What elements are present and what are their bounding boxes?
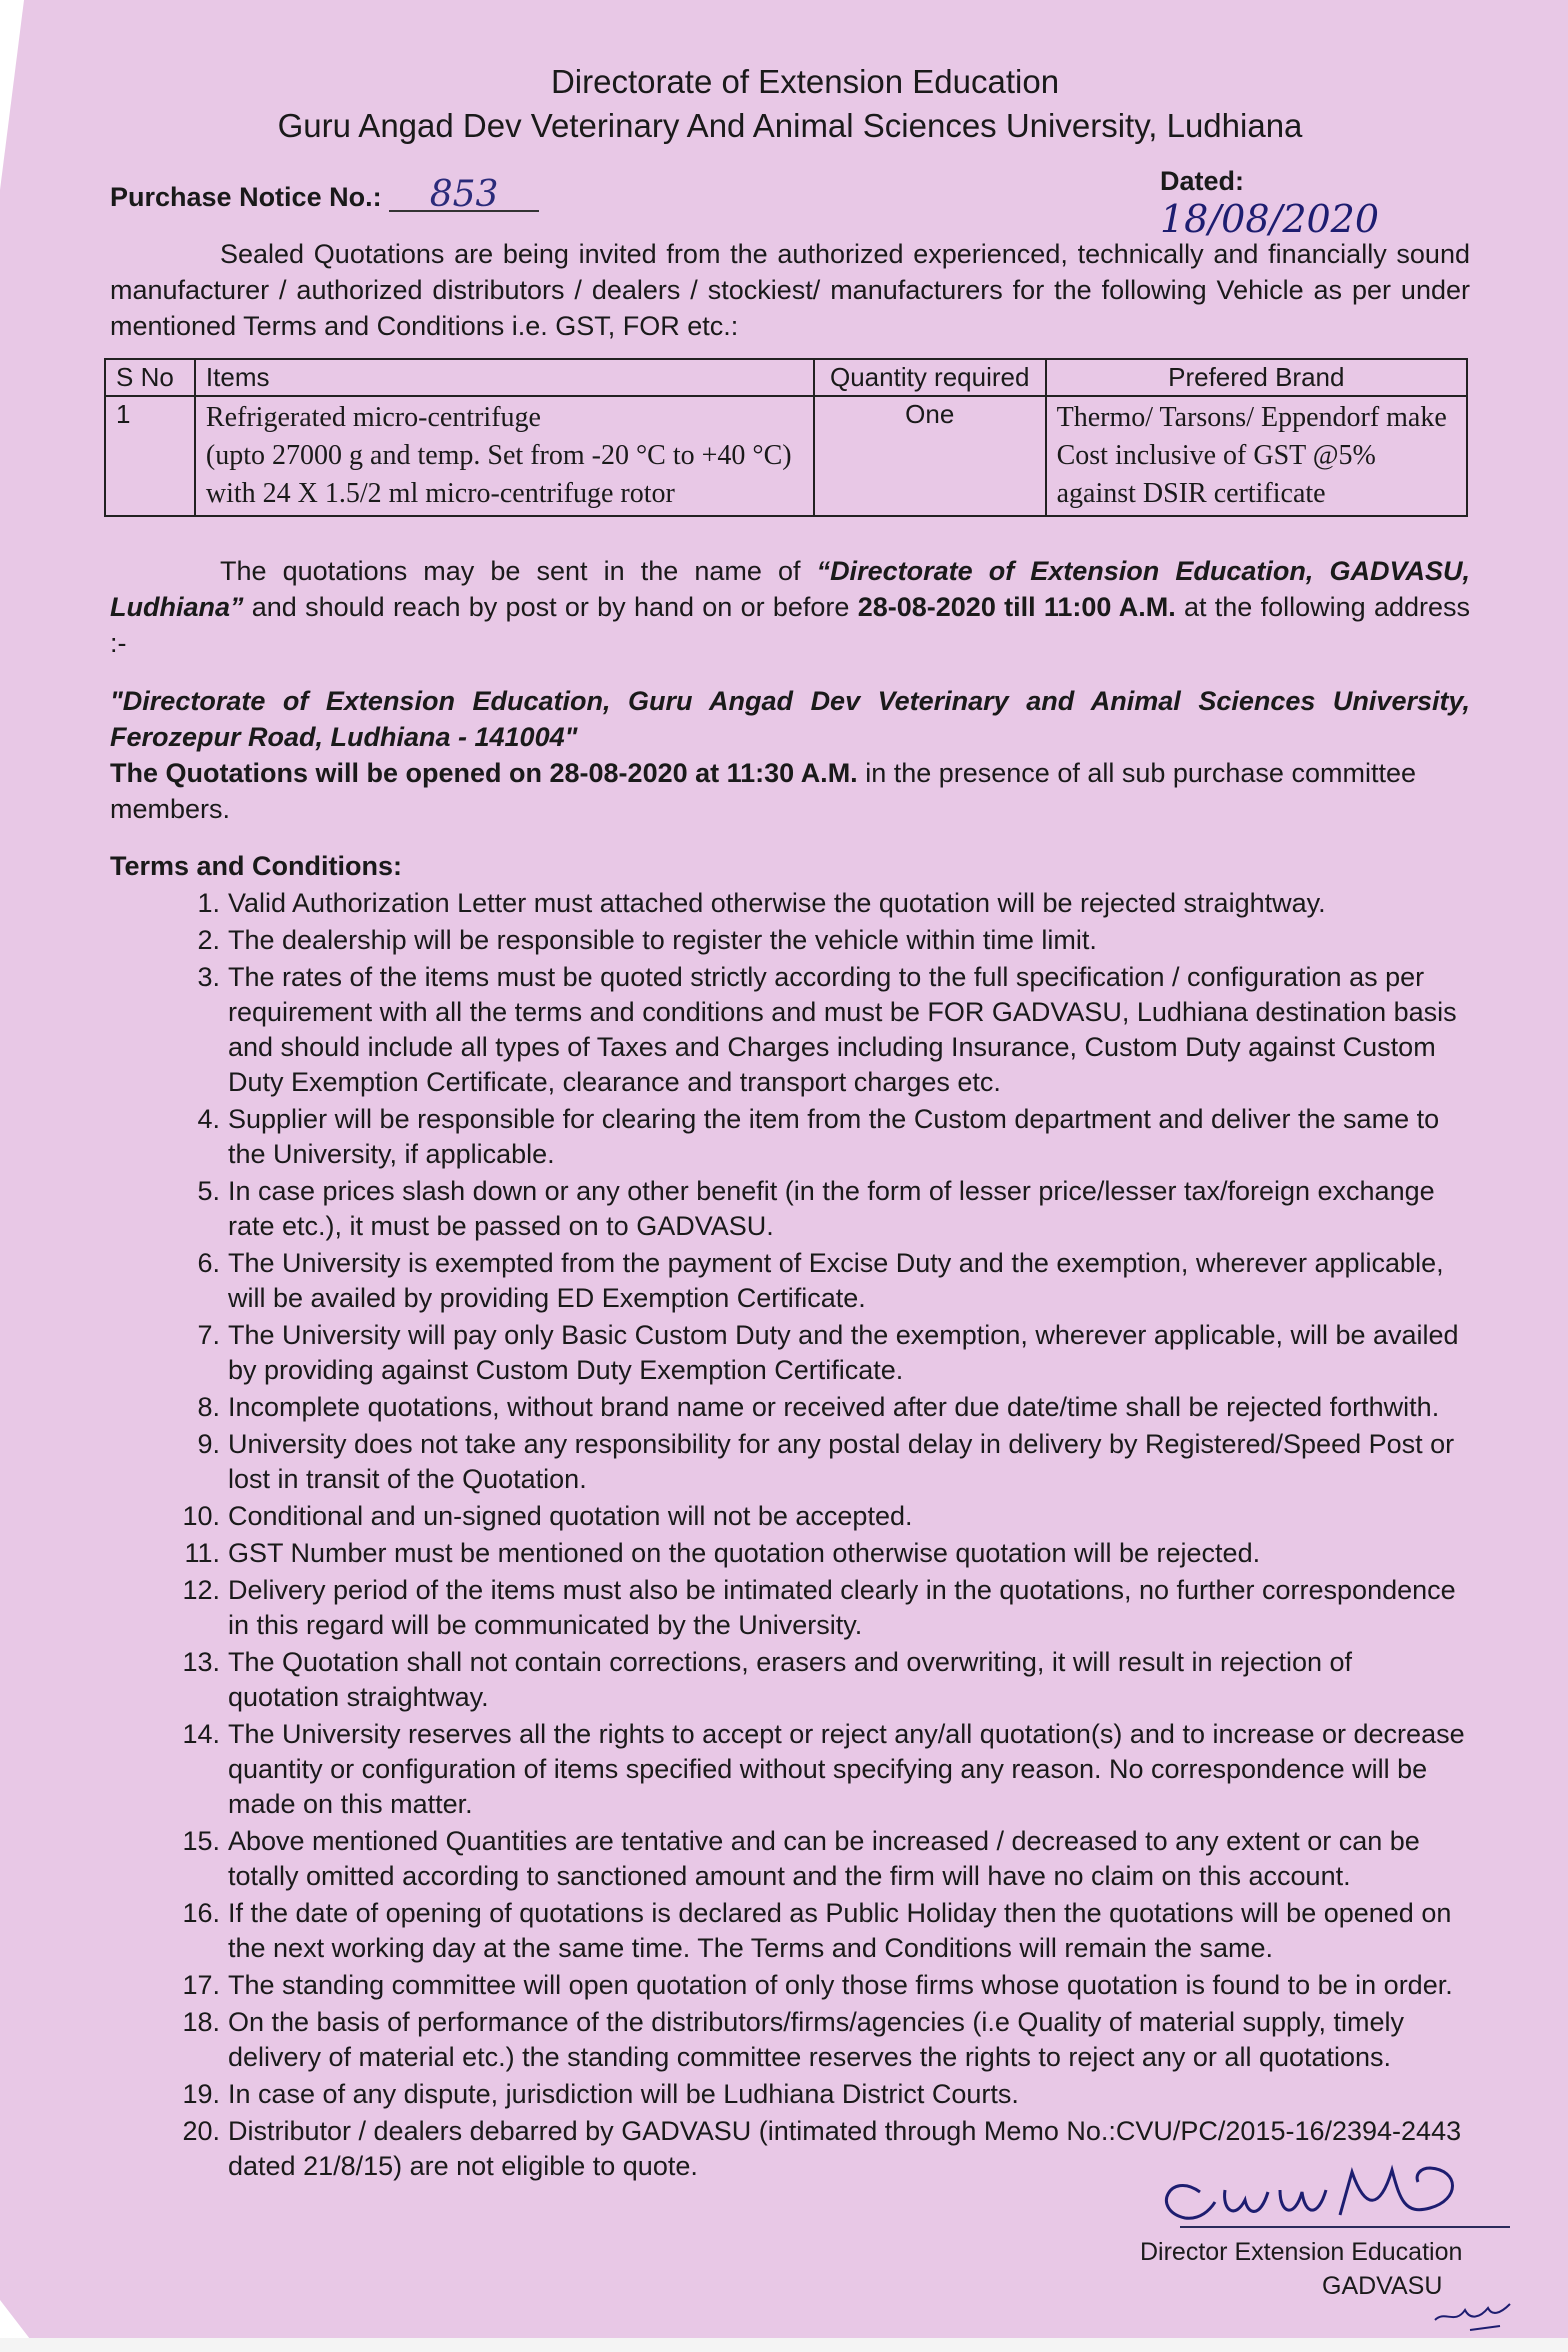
- term-text: The dealership will be responsible to register the vehicle within time limit.: [228, 925, 1097, 955]
- term-number: 15.: [182, 1826, 220, 1856]
- term-text: Distributor / dealers debarred by GADVASU (intimated through Memo No.:CVU/PC/2015-16/2394-2443 dated 21/8/15) are not eligible to quote.: [228, 2116, 1462, 2181]
- term-number: 3.: [197, 962, 220, 992]
- dated-handwritten: 18/08/2020: [1160, 197, 1380, 241]
- quot-text-1: The quotations may be sent in the name of: [220, 556, 817, 586]
- term-text: The University is exempted from the payment of Excise Duty and the exemption, wherever applicable, will be availed by providing ED Exemption Certificate.: [228, 1248, 1444, 1313]
- term-number: 19.: [182, 2079, 220, 2109]
- term-text: The standing committee will open quotation of only those firms whose quotation is found to be in order.: [228, 1970, 1453, 2000]
- col-header-quantity: Quantity required: [814, 359, 1046, 396]
- term-item: [110, 923, 1470, 958]
- term-text: Above mentioned Quantities are tentative and can be increased / decreased to any extent or can be totally omitted according to sanctioned amount and the firm will have no claim on this account.: [228, 1826, 1420, 1891]
- terms-heading: Terms and Conditions:: [110, 851, 403, 881]
- col-header-sno: S No: [105, 359, 195, 396]
- term-number: 16.: [182, 1898, 220, 1928]
- term-text: In case prices slash down or any other benefit (in the form of lesser price/lesser tax/foreign exchange rate etc.), it must be passed on to GADVASU.: [228, 1176, 1435, 1241]
- term-item: [110, 1246, 1470, 1316]
- opening-rest: in the presence of all sub purchase committee members.: [110, 758, 1416, 824]
- term-item: [110, 2077, 1470, 2112]
- notice-row: [110, 156, 1470, 241]
- notice-label: Purchase Notice No.:: [110, 182, 382, 212]
- term-text: Conditional and un-signed quotation will not be accepted.: [228, 1501, 913, 1531]
- term-number: 18.: [182, 2007, 220, 2037]
- term-item: [110, 1427, 1470, 1497]
- signatory-org: GADVASU: [1322, 2272, 1443, 2300]
- header-line-2: Guru Angad Dev Veterinary And Animal Sciences University, Ludhiana: [277, 107, 1303, 144]
- term-number: 17.: [182, 1970, 220, 2000]
- term-text: GST Number must be mentioned on the quotation otherwise quotation will be rejected.: [228, 1538, 1261, 1568]
- term-number: 11.: [184, 1538, 220, 1568]
- term-item: [110, 1499, 1470, 1534]
- term-number: 4.: [197, 1104, 220, 1134]
- term-number: 10.: [182, 1501, 220, 1531]
- term-text: In case of any dispute, jurisdiction will be Ludhiana District Courts.: [228, 2079, 1019, 2109]
- cell-quantity: One: [814, 396, 1046, 516]
- table-header-row: [105, 359, 1467, 396]
- term-item: [110, 1174, 1470, 1244]
- term-text: Delivery period of the items must also be intimated clearly in the quotations, no further correspondence in this regard will be communicated by the University.: [228, 1575, 1456, 1640]
- handwritten-signature: [1130, 2130, 1550, 2240]
- term-item: [110, 1573, 1470, 1643]
- quot-addressee: “Directorate of Extension Education, GADVASU, Ludhiana”: [110, 556, 1470, 622]
- scan-bottom-margin: [0, 2338, 1568, 2352]
- term-number: 14.: [182, 1719, 220, 1749]
- term-item: [110, 1536, 1470, 1571]
- term-item: [110, 960, 1470, 1100]
- term-number: 13.: [182, 1647, 220, 1677]
- header-line-1: Directorate of Extension Education: [550, 63, 1060, 100]
- term-text: The University reserves all the rights to accept or reject any/all quotation(s) and to increase or decrease quantity or configuration of items specified without specifying any reason. No correspondence will be made on this matter.: [228, 1719, 1465, 1819]
- initials-scribble: [1430, 2280, 1520, 2340]
- term-item: [110, 1968, 1470, 2003]
- dated-label: Dated:: [1160, 166, 1245, 196]
- quot-text-2: and should reach by post or by hand on or before: [243, 592, 858, 622]
- term-text: University does not take any responsibility for any postal delay in delivery by Registered/Speed Post or lost in transit of the Quotation.: [228, 1429, 1455, 1494]
- term-number: 7.: [197, 1320, 220, 1350]
- opening-notice: [110, 755, 1470, 827]
- notice-number-handwritten: 853: [389, 180, 539, 212]
- cell-brand: [1046, 396, 1467, 516]
- item-line: with 24 X 1.5/2 ml micro-centrifuge rotor: [205, 478, 675, 509]
- term-number: 20.: [182, 2116, 220, 2146]
- term-text: Incomplete quotations, without brand name or received after due date/time shall be rejected forthwith.: [228, 1392, 1440, 1422]
- term-item: [110, 1318, 1470, 1388]
- term-item: [110, 1896, 1470, 1966]
- signatory-title: Director Extension Education: [1140, 2238, 1463, 2266]
- term-item: [110, 1717, 1470, 1822]
- term-item: [110, 1645, 1470, 1715]
- quot-deadline: 28-08-2020 till 11:00 A.M.: [857, 592, 1176, 622]
- term-item: [110, 2005, 1470, 2075]
- postal-address: "Directorate of Extension Education, Guru Angad Dev Veterinary and Animal Sciences University, Ferozepur Road, Ludhiana - 141004": [110, 686, 1470, 752]
- item-line: (upto 27000 g and temp. Set from -20 °C to +40 °C): [205, 440, 792, 471]
- items-table: [104, 358, 1468, 517]
- cell-item: [195, 396, 814, 516]
- term-item: [110, 1824, 1470, 1894]
- quot-text-3: at the following address :-: [110, 592, 1470, 658]
- term-item: [110, 886, 1470, 921]
- term-text: If the date of opening of quotations is declared as Public Holiday then the quotations will be opened on the next working day at the same time. The Terms and Conditions will remain the same.: [228, 1898, 1452, 1963]
- opening-bold: The Quotations will be opened on 28-08-2020 at 11:30 A.M.: [110, 758, 858, 788]
- term-text: Valid Authorization Letter must attached otherwise the quotation will be rejected straightway.: [228, 888, 1326, 918]
- intro-paragraph: Sealed Quotations are being invited from the authorized experienced, technically and financially sound manufacturer / authorized distributors / dealers / stockiest/ manufacturers for the following Vehicle as per under mentioned Terms and Conditions i.e. GST, FOR etc.:: [110, 239, 1470, 341]
- term-number: 6.: [197, 1248, 220, 1278]
- col-header-items: Items: [195, 359, 814, 396]
- term-item: [110, 1102, 1470, 1172]
- brand-line: Cost inclusive of GST @5% against DSIR certificate: [1056, 440, 1376, 509]
- quotation-paragraph: [110, 553, 1470, 661]
- brand-line: Thermo/ Tarsons/ Eppendorf make: [1056, 402, 1447, 433]
- term-number: 12.: [182, 1575, 220, 1605]
- notice-date: [1160, 166, 1470, 241]
- term-text: On the basis of performance of the distributors/firms/agencies (i.e Quality of material supply, timely delivery of material etc.) the standing committee reserves the rights to reject any or all quotations.: [228, 2007, 1404, 2072]
- term-text: The University will pay only Basic Custom Duty and the exemption, wherever applicable, will be availed by providing against Custom Duty Exemption Certificate.: [228, 1320, 1459, 1385]
- term-number: 5.: [197, 1176, 220, 1206]
- item-line: Refrigerated micro-centrifuge: [205, 402, 541, 433]
- term-number: 1.: [197, 888, 220, 918]
- terms-list: [110, 886, 1470, 2184]
- term-text: The rates of the items must be quoted strictly according to the full specification / configuration as per requirement with all the terms and conditions and must be FOR GADVASU, Ludhiana destination basis and should include all types of Taxes and Charges including Insurance, Custom Duty against Custom Duty Exemption Certificate, clearance and transport charges etc.: [228, 962, 1457, 1097]
- purchase-notice-number: [110, 174, 539, 215]
- table-row: [105, 396, 1467, 516]
- col-header-brand: Prefered Brand: [1046, 359, 1467, 396]
- document-body: [110, 60, 1470, 2186]
- term-number: 9.: [197, 1429, 220, 1459]
- cell-sno: 1: [105, 396, 195, 516]
- term-number: 8.: [197, 1392, 220, 1422]
- term-text: Supplier will be responsible for clearing the item from the Custom department and deliver the same to the University, if applicable.: [228, 1104, 1440, 1169]
- term-text: The Quotation shall not contain corrections, erasers and overwriting, it will result in rejection of quotation straightway.: [228, 1647, 1353, 1712]
- signature-line: [1180, 2226, 1510, 2228]
- letterhead: [110, 60, 1470, 148]
- term-number: 2.: [197, 925, 220, 955]
- signature-block: [1130, 2130, 1550, 2340]
- term-item: [110, 1390, 1470, 1425]
